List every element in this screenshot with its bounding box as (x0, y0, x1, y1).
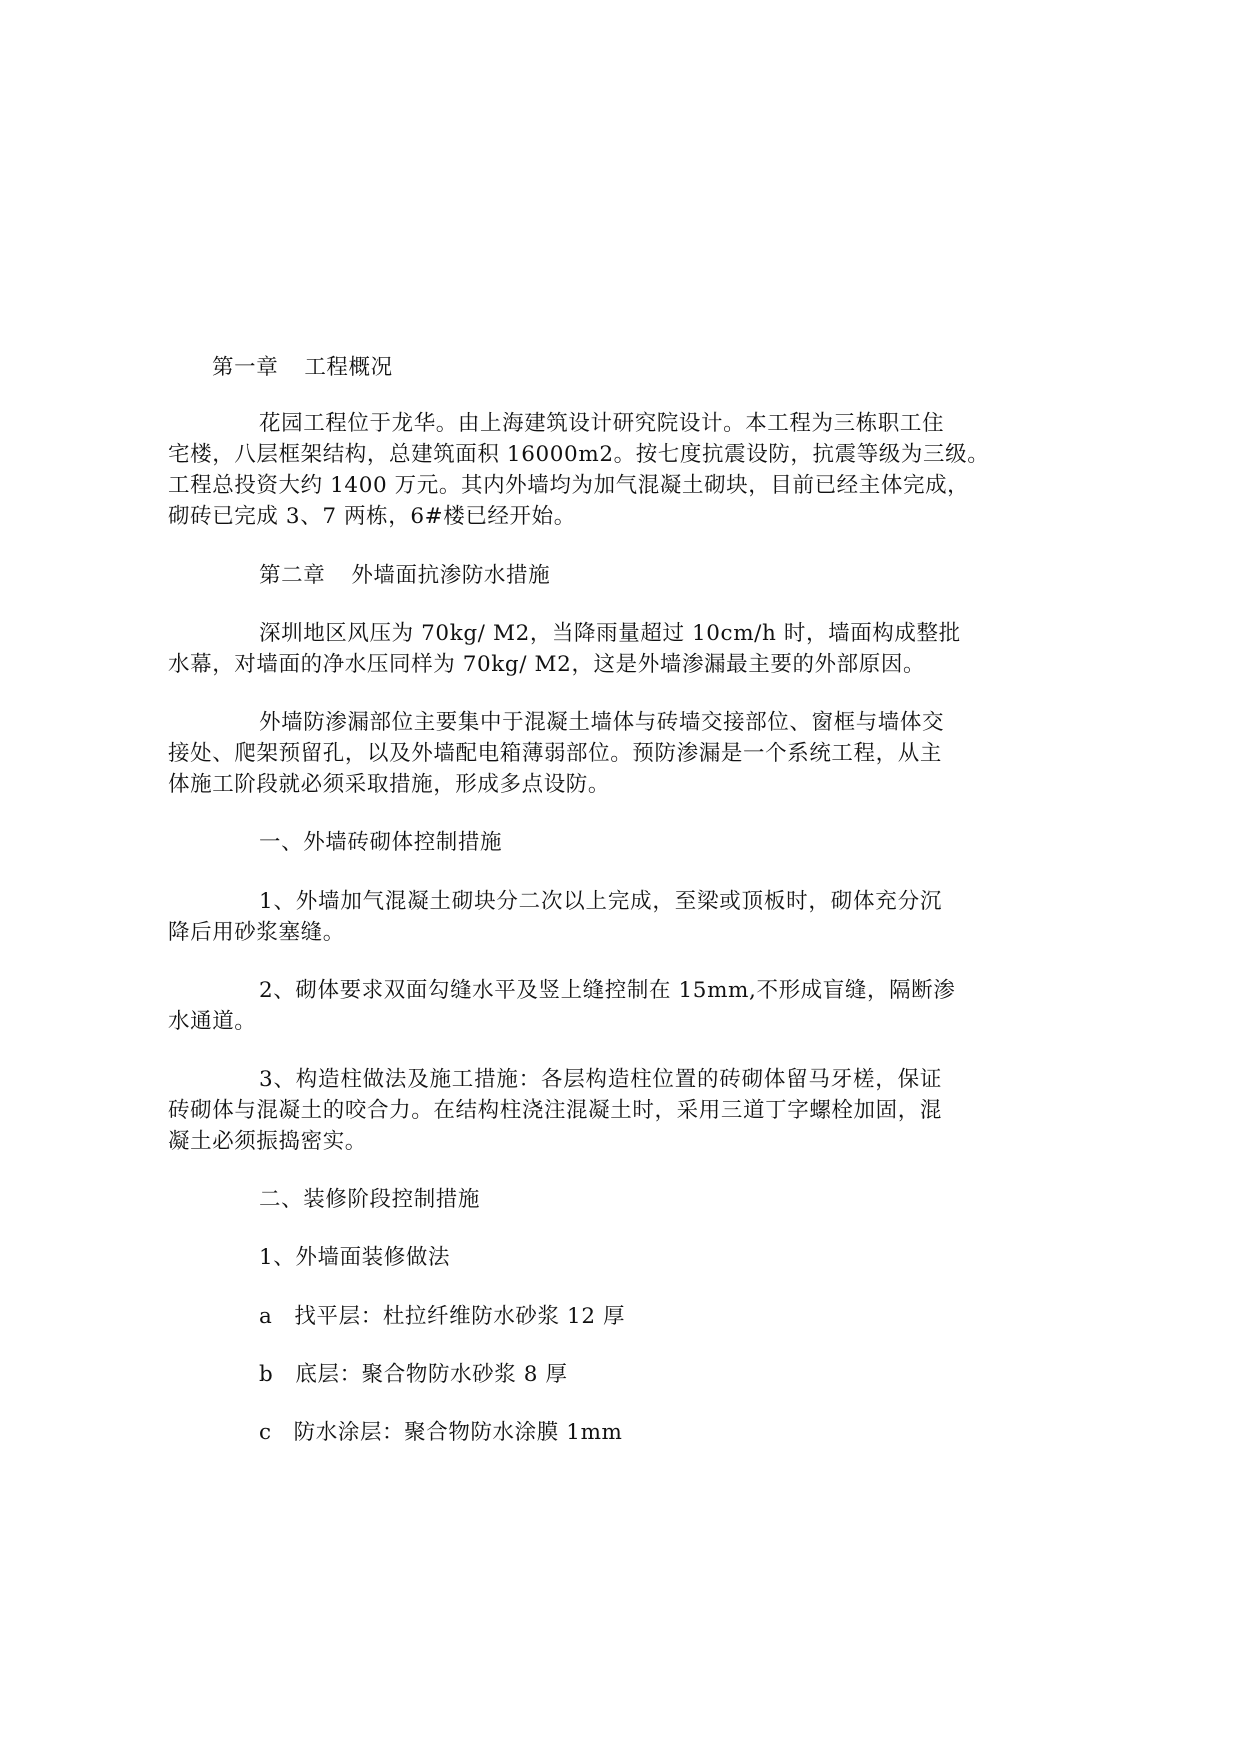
chapter-2-heading (259, 561, 550, 591)
chapter-2-number: 第二章 (259, 563, 326, 588)
finish-layer-letter: b (259, 1362, 274, 1387)
chapter-1-heading (212, 353, 393, 383)
overview-line: 砌砖已完成 3、7 两栋，6#楼已经开始。 (168, 504, 576, 529)
chapter-1-number: 第一章 (212, 355, 279, 380)
finish-layer-text: 找平层：杜拉纤维防水砂浆 12 厚 (294, 1304, 626, 1329)
leak-line: 外墙防渗漏部位主要集中于混凝土墙体与砖墙交接部位、窗框与墙体交 (259, 710, 945, 735)
finish-layer-text: 底层：聚合物防水砂浆 8 厚 (295, 1362, 568, 1387)
section-1-item-3-line: 3、构造柱做法及施工措施：各层构造柱位置的砖砌体留马牙槎，保证 (259, 1067, 942, 1092)
section-1-item-1-line: 降后用砂浆塞缝。 (168, 920, 345, 945)
overview-line: 花园工程位于龙华。由上海建筑设计研究院设计。本工程为三栋职工住 (259, 411, 945, 436)
overview-line: 工程总投资大约 1400 万元。其内外墙均为加气混凝土砌块，目前已经主体完成， (168, 473, 970, 498)
section-1-item-3-line: 凝土必须振捣密实。 (168, 1129, 367, 1154)
chapter-2-title: 外墙面抗渗防水措施 (351, 563, 551, 588)
section-2-subheading: 1、外墙面装修做法 (259, 1245, 451, 1270)
section-2-heading: 二、装修阶段控制措施 (259, 1187, 481, 1212)
finish-layer-item (259, 1418, 623, 1448)
section-1-item-3-line: 砖砌体与混凝土的咬合力。在结构柱浇注混凝土时，采用三道丁字螺栓加固，混 (168, 1098, 942, 1123)
section-1-item-2-line: 2、砌体要求双面勾缝水平及竖上缝控制在 15mm,不形成盲缝，隔断渗 (259, 978, 956, 1003)
finish-layer-letter: c (259, 1420, 272, 1445)
finish-layer-item (259, 1360, 568, 1390)
section-1-heading: 一、外墙砖砌体控制措施 (259, 830, 503, 855)
leak-line: 体施工阶段就必须采取措施，形成多点设防。 (168, 772, 611, 797)
finish-layer-letter: a (259, 1304, 273, 1329)
finish-layer-item (259, 1302, 625, 1332)
section-1-item-1-line: 1、外墙加气混凝土砌块分二次以上完成，至梁或顶板时，砌体充分沉 (259, 889, 942, 914)
leak-line: 接处、爬架预留孔，以及外墙配电箱薄弱部位。预防渗漏是一个系统工程，从主 (168, 741, 942, 766)
overview-line: 宅楼，八层框架结构，总建筑面积 16000m2。按七度抗震设防，抗震等级为三级。 (168, 442, 990, 467)
chapter-1-title: 工程概况 (304, 355, 393, 380)
finish-layer-text: 防水涂层：聚合物防水涂膜 1mm (293, 1420, 623, 1445)
wind-line: 深圳地区风压为 70kg/ M2，当降雨量超过 10cm/h 时，墙面构成整批 (259, 621, 961, 646)
section-1-item-2-line: 水通道。 (168, 1009, 257, 1034)
wind-line: 水幕，对墙面的净水压同样为 70kg/ M2，这是外墙渗漏最主要的外部原因。 (168, 652, 926, 677)
